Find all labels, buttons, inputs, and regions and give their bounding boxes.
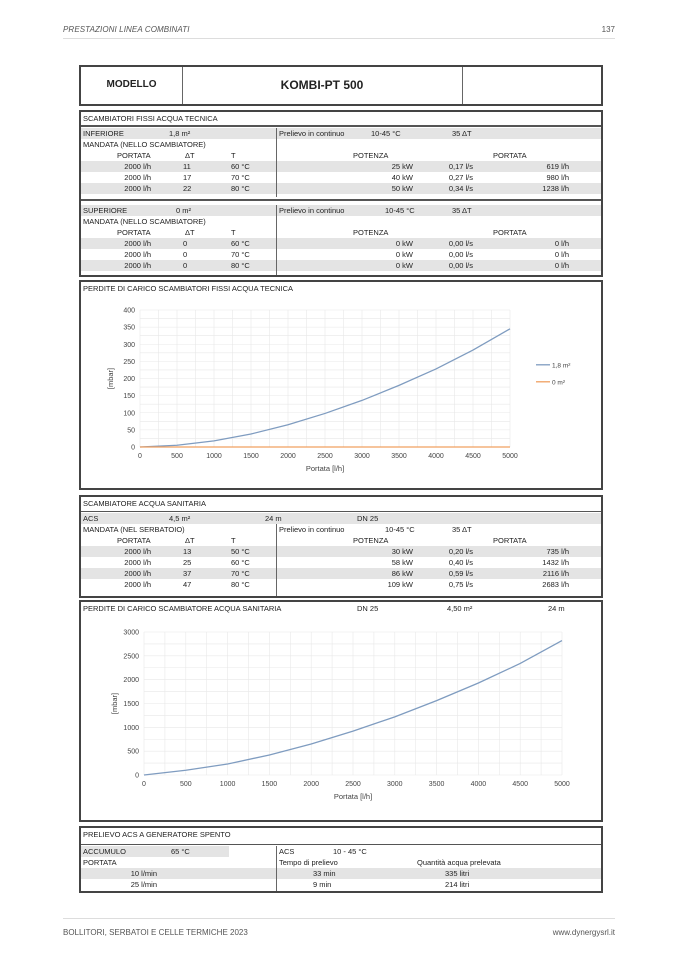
cell-portata: 2000 l/h: [124, 569, 151, 578]
s-col-portata: PORTATA: [117, 536, 151, 545]
cell-lh: 619 l/h: [546, 162, 569, 171]
x-tick-label: 500: [171, 453, 183, 460]
acs-dn: DN 25: [357, 514, 379, 523]
spento-tempo: Tempo di prelievo: [279, 858, 338, 867]
cell-portata: 2000 l/h: [124, 261, 151, 270]
cell-kw: 0 kW: [395, 261, 413, 270]
fixed-exchangers-table: [79, 110, 603, 277]
footer-right: www.dynergysrl.it: [552, 928, 615, 937]
prelievo-label-2: Prelievo in continuo: [279, 206, 345, 215]
x-tick-label: 500: [179, 781, 192, 788]
model-box: [79, 65, 603, 106]
sanitary-prelievo: Prelievo in continuo: [279, 525, 345, 534]
y-tick-label: 200: [123, 376, 135, 383]
sanitary-range: 10-45 °C: [385, 525, 415, 534]
mandata-label: MANDATA (NELLO SCAMBIATORE): [83, 140, 206, 149]
cell-portata: 2000 l/h: [124, 184, 151, 193]
model-label: MODELLO: [106, 79, 157, 90]
x-tick-label: 2500: [317, 453, 333, 460]
cell-lh: 0 l/h: [554, 261, 569, 270]
y-tick-label: 0: [131, 444, 135, 452]
cell-t: 80 °C: [231, 184, 250, 193]
cell-dt: 11: [183, 162, 191, 171]
sanitary-dt: 35 ΔT: [452, 525, 472, 534]
cell-lh: 1432 l/h: [542, 558, 569, 567]
col-potenza-2: POTENZA: [353, 228, 389, 237]
y-tick-label: 250: [123, 358, 135, 366]
cell-ls: 0,59 l/s: [448, 569, 473, 578]
cell-ls: 0,27 l/s: [448, 173, 473, 182]
y-tick-label: 50: [127, 427, 135, 435]
table-row: [81, 183, 601, 194]
table-row: [81, 249, 601, 260]
x-tick-label: 1500: [243, 453, 259, 460]
cell-portata: 2000 l/h: [124, 173, 151, 182]
acs-len: 24 m: [265, 514, 282, 523]
cell-kw: 50 kW: [391, 184, 413, 193]
prelievo-label: Prelievo in continuo: [279, 129, 345, 138]
cell-kw: 0 kW: [395, 239, 413, 248]
cell-dt: 22: [183, 184, 192, 193]
cell-dt: 37: [183, 569, 192, 578]
s-col-portata2: PORTATA: [493, 536, 527, 545]
x-tick-label: 1000: [206, 453, 222, 460]
y-tick-label: 3000: [123, 629, 139, 637]
cell-dt: 0: [183, 239, 188, 248]
cell-portata: 10 l/min: [130, 869, 157, 878]
cell-lh: 2116 l/h: [542, 569, 569, 578]
table-row: [81, 172, 601, 183]
x-tick-label: 3000: [387, 781, 403, 788]
spento-quant: Quantità acqua prelevata: [417, 858, 501, 867]
cell-lh: 0 l/h: [554, 250, 569, 259]
cell-ls: 0,00 l/s: [448, 250, 473, 259]
col-portata: PORTATA: [117, 151, 151, 160]
cell-litri: 335 litri: [445, 869, 470, 878]
cell-dt: 13: [183, 547, 192, 556]
chart1-title: PERDITE DI CARICO SCAMBIATORI FISSI ACQUA TECNICA: [83, 284, 294, 293]
spento-range: 10 - 45 °C: [333, 847, 367, 856]
cell-lh: 1238 l/h: [542, 184, 569, 193]
acs-label: ACS: [83, 514, 99, 523]
superiore-area: 0 m²: [176, 206, 191, 215]
cell-t: 80 °C: [231, 580, 250, 589]
y-tick-label: 350: [123, 324, 135, 332]
cell-ls: 0,17 l/s: [448, 162, 473, 171]
prelievo-range-2: 10-45 °C: [385, 206, 415, 215]
x-tick-label: 2500: [345, 781, 361, 788]
cell-dt: 47: [183, 580, 192, 589]
cell-kw: 40 kW: [391, 173, 413, 182]
cell-kw: 58 kW: [391, 558, 413, 567]
chart2-title: PERDITE DI CARICO SCAMBIATORE ACQUA SANITARIA: [83, 604, 282, 613]
accumulo-label: ACCUMULO: [83, 847, 126, 856]
table-row: [81, 238, 601, 249]
cell-ls: 0,20 l/s: [448, 547, 473, 556]
cell-lh: 2683 l/h: [542, 580, 569, 589]
chart1: [81, 294, 601, 489]
cell-tempo: 33 min: [313, 869, 336, 878]
footer-left: BOLLITORI, SERBATOI E CELLE TERMICHE 2023: [63, 928, 248, 937]
inferiore-area: 1,8 m²: [169, 129, 191, 138]
col-dt-2: ΔT: [185, 228, 195, 237]
cell-ls: 0,34 l/s: [448, 184, 473, 193]
cell-t: 60 °C: [231, 162, 250, 171]
cell-dt: 0: [183, 261, 188, 270]
x-tick-label: 5000: [554, 781, 570, 788]
table-row: [81, 260, 601, 271]
cell-portata: 2000 l/h: [124, 162, 151, 171]
col-portata2-2: PORTATA: [493, 228, 527, 237]
model-name: KOMBI-PT 500: [280, 78, 364, 92]
x-axis-label: Portata [l/h]: [305, 464, 345, 473]
cell-ls: 0,00 l/s: [448, 239, 473, 248]
cell-kw: 86 kW: [391, 569, 413, 578]
cell-t: 60 °C: [231, 558, 250, 567]
table-row: [81, 868, 601, 879]
cell-kw: 30 kW: [391, 547, 413, 556]
legend-label: 0 m²: [552, 379, 565, 387]
col-t-2: T: [231, 228, 236, 237]
mandata-label-2: MANDATA (NELLO SCAMBIATORE): [83, 217, 206, 226]
x-tick-label: 4000: [470, 781, 487, 788]
sanitary-mandata: MANDATA (NEL SERBATOIO): [83, 525, 185, 534]
y-tick-label: 2500: [123, 653, 139, 661]
cell-t: 70 °C: [231, 173, 250, 182]
acs-area: 4,5 m²: [169, 514, 191, 523]
y-axis-label: [mbar]: [106, 367, 115, 390]
x-tick-label: 2000: [303, 781, 319, 788]
cell-t: 80 °C: [231, 261, 250, 270]
cell-portata: 2000 l/h: [124, 547, 151, 556]
cell-litri: 214 litri: [445, 880, 470, 889]
y-tick-label: 500: [127, 748, 139, 756]
x-tick-label: 2000: [280, 453, 296, 460]
cell-t: 70 °C: [231, 569, 250, 578]
table-row: [81, 579, 601, 590]
cell-t: 70 °C: [231, 250, 250, 259]
cell-kw: 25 kW: [391, 162, 413, 171]
table-row: [81, 557, 601, 568]
cell-kw: 0 kW: [395, 250, 413, 259]
spento-table: [79, 826, 603, 893]
spento-title: PRELIEVO ACS A GENERATORE SPENTO: [83, 830, 231, 839]
cell-portata: 2000 l/h: [124, 558, 151, 567]
y-tick-label: 150: [123, 393, 135, 401]
sanitary-table: [79, 495, 603, 598]
y-tick-label: 1000: [123, 724, 139, 732]
x-tick-label: 0: [138, 453, 142, 460]
cell-portata: 2000 l/h: [124, 580, 151, 589]
prelievo-range: 10-45 °C: [371, 129, 401, 138]
spento-acs: ACS: [279, 847, 295, 856]
page-number: 137: [601, 25, 615, 34]
col-portata-2: PORTATA: [117, 228, 151, 237]
x-tick-label: 0: [142, 781, 146, 788]
table-row: [81, 879, 601, 890]
spento-portata: PORTATA: [83, 858, 117, 867]
cell-dt: 17: [183, 173, 192, 182]
cell-lh: 0 l/h: [554, 239, 569, 248]
chart1-box: [79, 280, 603, 490]
chart2-area: 4,50 m²: [447, 604, 473, 613]
x-tick-label: 3500: [428, 781, 445, 788]
y-axis-label: [mbar]: [110, 692, 119, 715]
chart2-box: [79, 600, 603, 822]
y-tick-label: 100: [123, 410, 135, 418]
chart2: [81, 614, 601, 820]
x-tick-label: 3500: [391, 453, 407, 460]
s-col-dt: ΔT: [185, 536, 195, 545]
x-tick-label: 1500: [261, 781, 278, 788]
y-tick-label: 400: [123, 307, 135, 315]
header-divider: [63, 38, 615, 39]
chart2-len: 24 m: [548, 604, 565, 613]
chart2-dn: DN 25: [357, 604, 379, 613]
cell-portata: 2000 l/h: [124, 239, 151, 248]
cell-lh: 735 l/h: [546, 547, 569, 556]
table-row: [81, 546, 601, 557]
table-row: [81, 568, 601, 579]
cell-dt: 0: [183, 250, 188, 259]
cell-tempo: 9 min: [313, 880, 332, 889]
cell-portata: 25 l/min: [130, 880, 157, 889]
cell-t: 60 °C: [231, 239, 250, 248]
cell-ls: 0,00 l/s: [448, 261, 473, 270]
y-tick-label: 0: [135, 772, 139, 780]
col-potenza: POTENZA: [353, 151, 389, 160]
col-dt: ΔT: [185, 151, 195, 160]
prelievo-dt-2: 35 ΔT: [452, 206, 472, 215]
x-tick-label: 1000: [219, 781, 236, 788]
inferiore-label: INFERIORE: [83, 129, 124, 138]
y-tick-label: 300: [123, 341, 135, 349]
x-axis-label: Portata [l/h]: [333, 792, 373, 801]
s-col-t: T: [231, 536, 236, 545]
col-t: T: [231, 151, 236, 160]
legend-label: 1,8 m²: [552, 362, 571, 370]
accumulo-temp: 65 °C: [171, 847, 190, 856]
sanitary-title: SCAMBIATORE ACQUA SANITARIA: [83, 499, 206, 508]
section-title: SCAMBIATORI FISSI ACQUA TECNICA: [83, 114, 218, 123]
cell-dt: 25: [183, 558, 192, 567]
footer-divider: [63, 918, 615, 919]
cell-ls: 0,40 l/s: [448, 558, 473, 567]
cell-portata: 2000 l/h: [124, 250, 151, 259]
cell-lh: 980 l/h: [546, 173, 569, 182]
x-tick-label: 3000: [354, 453, 370, 460]
cell-kw: 109 kW: [387, 580, 413, 589]
prelievo-dt: 35 ΔT: [452, 129, 472, 138]
cell-ls: 0,75 l/s: [448, 580, 473, 589]
superiore-label: SUPERIORE: [83, 206, 128, 215]
y-tick-label: 2000: [123, 677, 139, 685]
table-row: [81, 161, 601, 172]
x-tick-label: 4500: [512, 781, 528, 788]
x-tick-label: 4000: [428, 453, 444, 460]
cell-t: 50 °C: [231, 547, 250, 556]
col-portata2: PORTATA: [493, 151, 527, 160]
x-tick-label: 4500: [465, 453, 481, 460]
y-tick-label: 1500: [123, 701, 139, 708]
x-tick-label: 5000: [502, 453, 518, 460]
s-col-potenza: POTENZA: [353, 536, 389, 545]
header-title: PRESTAZIONI LINEA COMBINATI: [63, 25, 190, 34]
